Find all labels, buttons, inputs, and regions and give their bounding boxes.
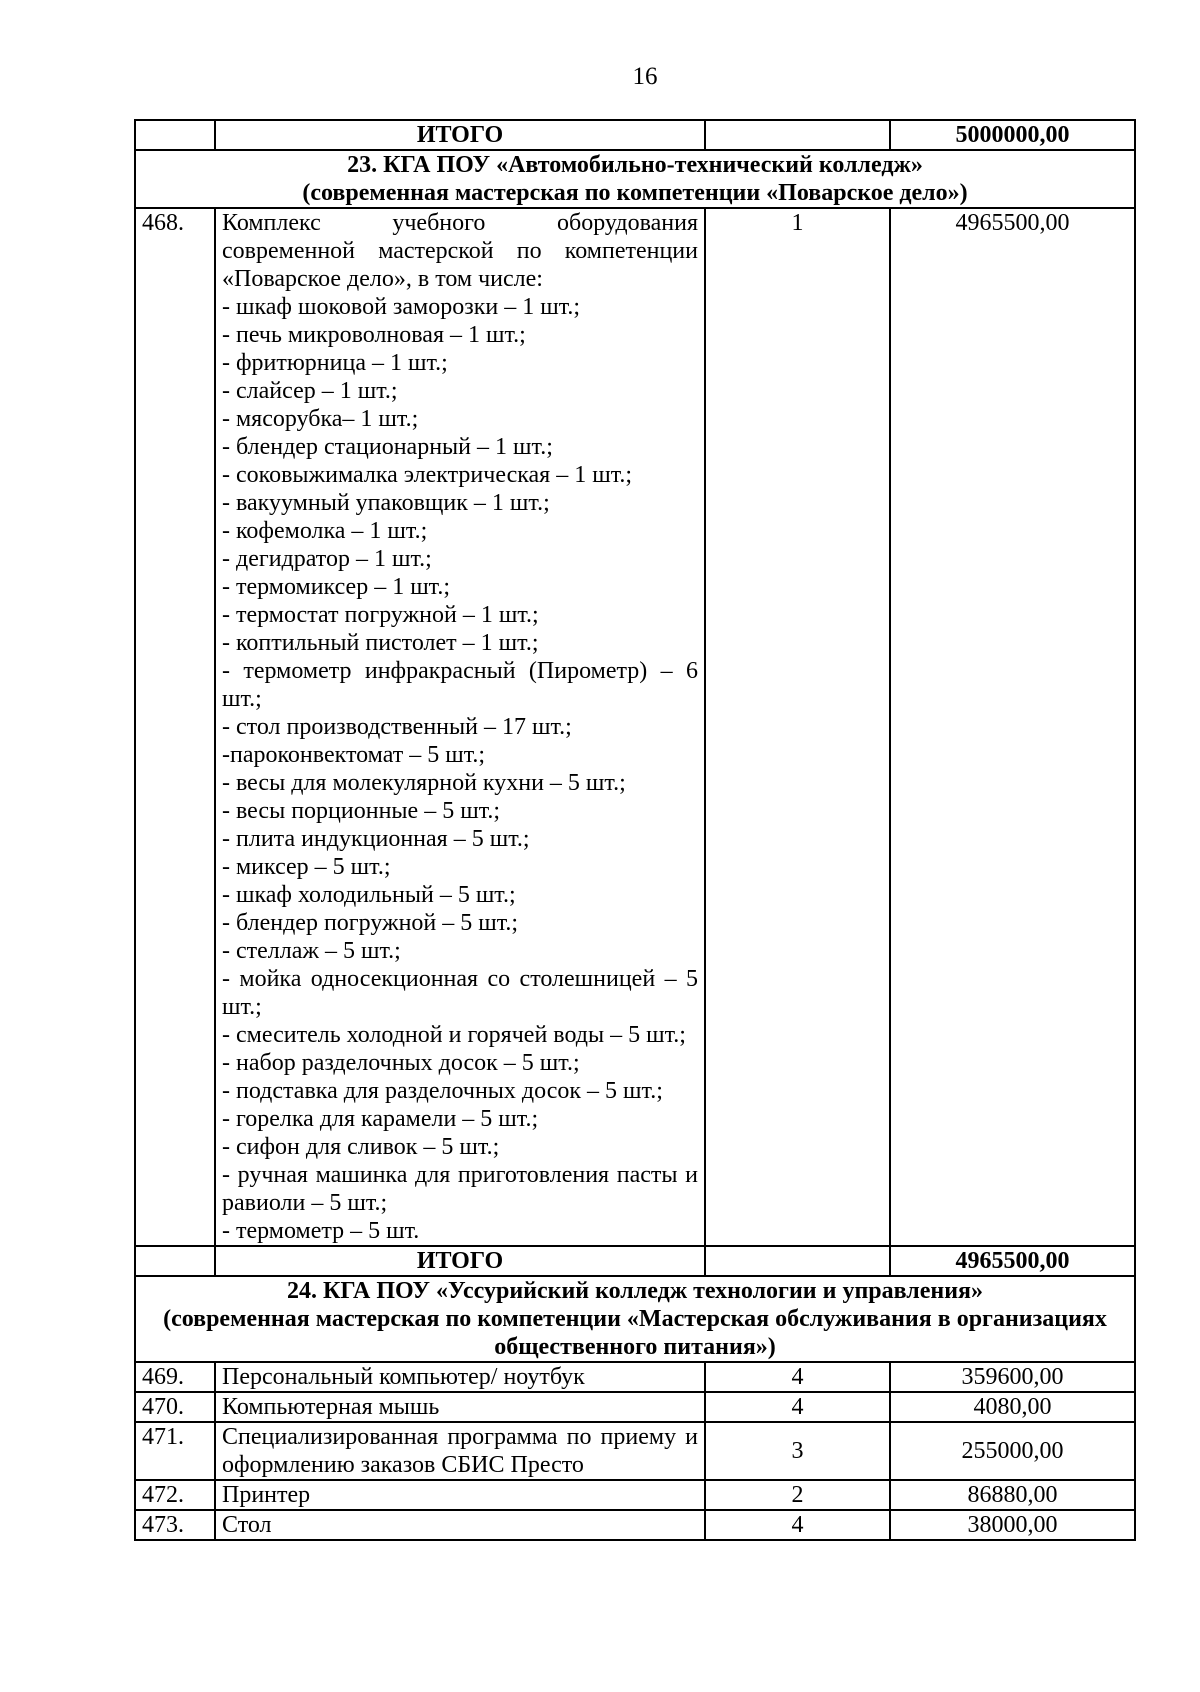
row-number: 468. <box>135 208 215 1246</box>
list-item: - соковыжималка электрическая – 1 шт.; <box>222 462 633 488</box>
description-items <box>222 293 698 1245</box>
table-row <box>135 1510 1135 1540</box>
row-number: 469. <box>135 1362 215 1392</box>
total-amount: 5000000,00 <box>890 120 1135 150</box>
row-description <box>215 208 705 1246</box>
row-amount: 4965500,00 <box>890 208 1135 1246</box>
list-item: - горелка для карамели – 5 шт.; <box>222 1106 539 1132</box>
section-title: 23. КГА ПОУ «Автомобильно-технический колледж» <box>347 152 923 178</box>
row-quantity: 2 <box>705 1480 890 1510</box>
total-row-top <box>135 120 1135 150</box>
list-item: - термометр – 5 шт. <box>222 1218 420 1244</box>
list-item: - дегидратор – 1 шт.; <box>222 546 432 572</box>
list-item: - блендер стационарный – 1 шт.; <box>222 434 553 460</box>
table-row <box>135 1480 1135 1510</box>
row-name: Компьютерная мышь <box>215 1392 705 1422</box>
list-item: - коптильный пистолет – 1 шт.; <box>222 630 539 656</box>
list-item: - блендер погружной – 5 шт.; <box>222 910 519 936</box>
row-amount: 255000,00 <box>890 1422 1135 1480</box>
list-item: - весы для молекулярной кухни – 5 шт.; <box>222 770 626 796</box>
empty-cell <box>135 1246 215 1276</box>
list-item: - шкаф шоковой заморозки – 1 шт.; <box>222 294 581 320</box>
total-row <box>135 1246 1135 1276</box>
empty-cell <box>705 120 890 150</box>
page-number: 16 <box>632 63 658 90</box>
section-header-23 <box>135 150 1135 208</box>
row-number: 470. <box>135 1392 215 1422</box>
list-item: - стеллаж – 5 шт.; <box>222 938 401 964</box>
list-item: - кофемолка – 1 шт.; <box>222 518 428 544</box>
section-title: 24. КГА ПОУ «Уссурийский колледж технологии и управления» <box>286 1278 984 1304</box>
row-name: Принтер <box>215 1480 705 1510</box>
total-amount: 4965500,00 <box>890 1246 1135 1276</box>
equipment-table <box>134 119 1136 1541</box>
table-row <box>135 208 1135 1246</box>
list-item: - подставка для разделочных досок – 5 шт.; <box>222 1078 663 1104</box>
row-quantity: 4 <box>705 1392 890 1422</box>
section-subtitle: (современная мастерская по компетенции «Поварское дело») <box>302 180 968 206</box>
row-amount: 4080,00 <box>890 1392 1135 1422</box>
list-item: - вакуумный упаковщик – 1 шт.; <box>222 490 550 516</box>
row-quantity: 3 <box>705 1422 890 1480</box>
table-row <box>135 1362 1135 1392</box>
list-item: - ручная машинка для приготовления пасты и равиоли – 5 шт.; <box>222 1162 698 1216</box>
list-item: - слайсер – 1 шт.; <box>222 378 398 404</box>
row-quantity: 4 <box>705 1510 890 1540</box>
list-item: - печь микроволновая – 1 шт.; <box>222 322 526 348</box>
list-item: - весы порционные – 5 шт.; <box>222 798 501 824</box>
list-item: - термомиксер – 1 шт.; <box>222 574 451 600</box>
list-item: - набор разделочных досок – 5 шт.; <box>222 1050 580 1076</box>
row-amount: 359600,00 <box>890 1362 1135 1392</box>
empty-cell <box>135 120 215 150</box>
list-item: - смеситель холодной и горячей воды – 5 шт.; <box>222 1022 686 1048</box>
row-name: Персональный компьютер/ ноутбук <box>215 1362 705 1392</box>
table-row <box>135 1392 1135 1422</box>
description-intro: Комплекс учебного оборудования современной мастерской по компетенции «Поварское дело», в том числе: <box>222 210 698 292</box>
row-quantity: 1 <box>705 208 890 1246</box>
row-number: 471. <box>135 1422 215 1480</box>
section-subtitle: (современная мастерская по компетенции «Мастерская обслуживания в организациях общественного питания») <box>163 1306 1107 1360</box>
row-quantity: 4 <box>705 1362 890 1392</box>
section-heading <box>135 150 1135 208</box>
empty-cell <box>705 1246 890 1276</box>
list-item: -пароконвектомат – 5 шт.; <box>222 742 486 768</box>
row-number: 472. <box>135 1480 215 1510</box>
list-item: - мясорубка– 1 шт.; <box>222 406 419 432</box>
list-item: - стол производственный – 17 шт.; <box>222 714 572 740</box>
list-item: - шкаф холодильный – 5 шт.; <box>222 882 516 908</box>
section-header-24 <box>135 1276 1135 1362</box>
list-item: - миксер – 5 шт.; <box>222 854 391 880</box>
total-label: ИТОГО <box>215 1246 705 1276</box>
total-label: ИТОГО <box>215 120 705 150</box>
list-item: - термометр инфракрасный (Пирометр) – 6 шт.; <box>222 658 698 712</box>
list-item: - термостат погружной – 1 шт.; <box>222 602 539 628</box>
list-item: - плита индукционная – 5 шт.; <box>222 826 530 852</box>
list-item: - фритюрница – 1 шт.; <box>222 350 448 376</box>
row-name: Специализированная программа по приему и оформлению заказов СБИС Престо <box>215 1422 705 1480</box>
row-amount: 38000,00 <box>890 1510 1135 1540</box>
row-name: Стол <box>215 1510 705 1540</box>
row-number: 473. <box>135 1510 215 1540</box>
section-heading <box>135 1276 1135 1362</box>
row-amount: 86880,00 <box>890 1480 1135 1510</box>
list-item: - сифон для сливок – 5 шт.; <box>222 1134 500 1160</box>
list-item: - мойка односекционная со столешницей – 5 шт.; <box>222 966 698 1020</box>
table-row <box>135 1422 1135 1480</box>
